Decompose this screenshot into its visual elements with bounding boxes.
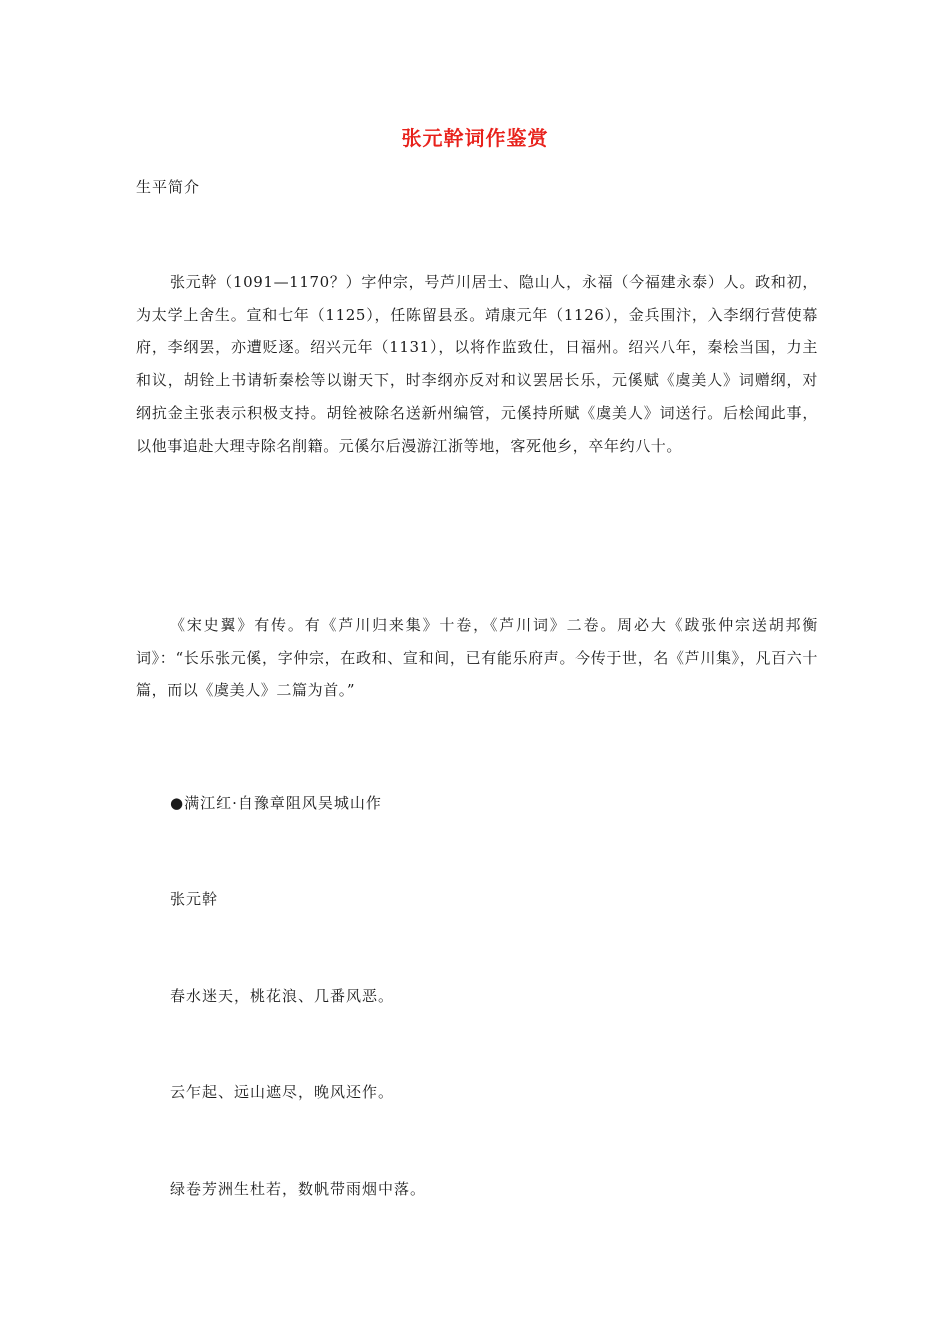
works-paragraph: 《宋史翼》有传。有《芦川归来集》十卷，《芦川词》二卷。周必大《跋张仲宗送胡邦衡词》：“长乐张元傒，字仲宗，在政和、宣和间，已有能乐府声。今传于世，名《芦川集》，凡百六十篇，而以《虞美人》二篇为首。”	[136, 616, 818, 700]
poem-line: 绿卷芳洲生杜若，数帆带雨烟中落。	[170, 1180, 427, 1198]
poem-line: 云乍起、远山遮尽，晚风还作。	[170, 1083, 395, 1101]
document-title: 张元幹词作鉴赏	[401, 126, 549, 150]
poem-title: ●满江红·自豫章阻风吴城山作	[170, 794, 382, 812]
poem-author: 张元幹	[170, 890, 219, 908]
poem-line: 春水迷天，桃花浪、几番风恶。	[170, 987, 395, 1005]
biography-paragraph: 张元幹（1091—1170？）字仲宗，号芦川居士、隐山人，永福（今福建永泰）人。政和初，为太学上舍生。宣和七年（1125），任陈留县丞。靖康元年（1126），金兵围汴，入李纲行营使幕府，李纲罢，亦遭贬逐。绍兴元年（1131），以将作监致仕，日福州。绍兴八年，秦桧当国，力主和议，胡铨上书请斩秦桧等以谢天下，时李纲亦反对和议罢居长乐，元傒赋《虞美人》词赠纲，对纲抗金主张表示积极支持。胡铨被除名送新州编管，元傒持所赋《虞美人》词送行。后桧闻此事，以他事追赴大理寺除名削籍。元傒尔后漫游江浙等地，客死他乡，卒年约八十。	[136, 273, 818, 455]
section-heading: 生平简介	[136, 178, 201, 196]
